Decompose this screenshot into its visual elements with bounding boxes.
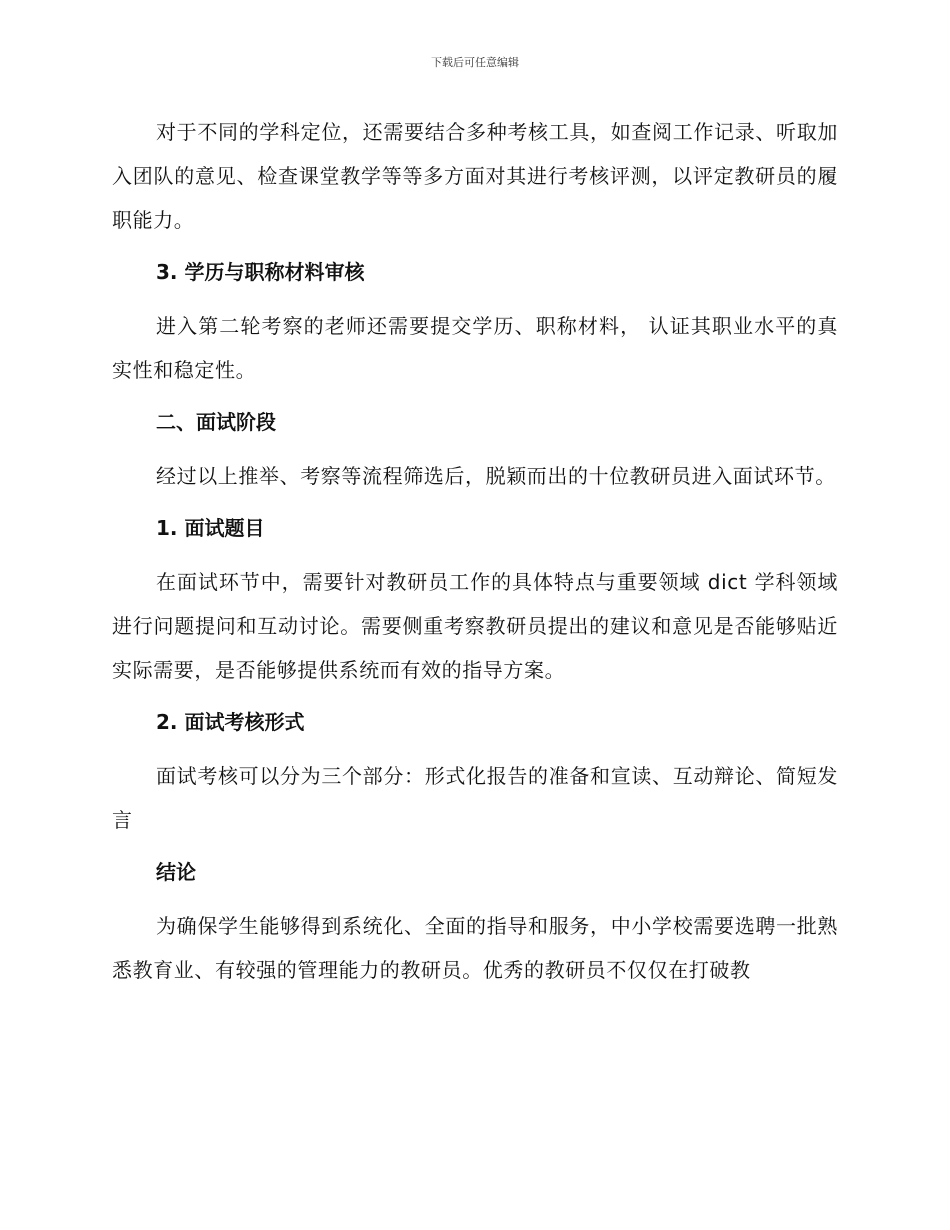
heading-credentials-review: 3. 学历与职称材料审核	[156, 260, 365, 284]
paragraph-interview-format: 面试考核可以分为三个部分：形式化报告的准备和宣读、互动辩论、简短发言	[112, 764, 838, 832]
heading-interview-questions: 1. 面试题目	[156, 516, 265, 540]
heading-interview-stage: 二、面试阶段	[156, 410, 276, 434]
paragraph-credentials: 进入第二轮考察的老师还需要提交学历、职称材料， 认证其职业水平的真实性和稳定性。	[112, 314, 838, 382]
document-body	[112, 110, 838, 992]
heading-conclusion: 结论	[156, 860, 196, 884]
paragraph-interview-intro: 经过以上推举、考察等流程筛选后，脱颖而出的十位教研员进入面试环节。	[156, 464, 836, 488]
paragraph-assessment-tools: 对于不同的学科定位，还需要结合多种考核工具，如查阅工作记录、听取加入团队的意见、检查课堂教学等等多方面对其进行考核评测，以评定教研员的履职能力。	[112, 120, 838, 232]
page-header: 下载后可任意编辑	[431, 56, 519, 69]
paragraph-interview-questions: 在面试环节中，需要针对教研员工作的具体特点与重要领域 dict 学科领域进行问题提问和互动讨论。需要侧重考察教研员提出的建议和意见是否能够贴近实际需要，是否能够提供系统而有效的指导方案。	[112, 570, 838, 682]
heading-interview-format: 2. 面试考核形式	[156, 710, 305, 734]
paragraph-conclusion: 为确保学生能够得到系统化、全面的指导和服务，中小学校需要选聘一批熟悉教育业、有较强的管理能力的教研员。优秀的教研员不仅仅在打破教	[112, 914, 838, 982]
